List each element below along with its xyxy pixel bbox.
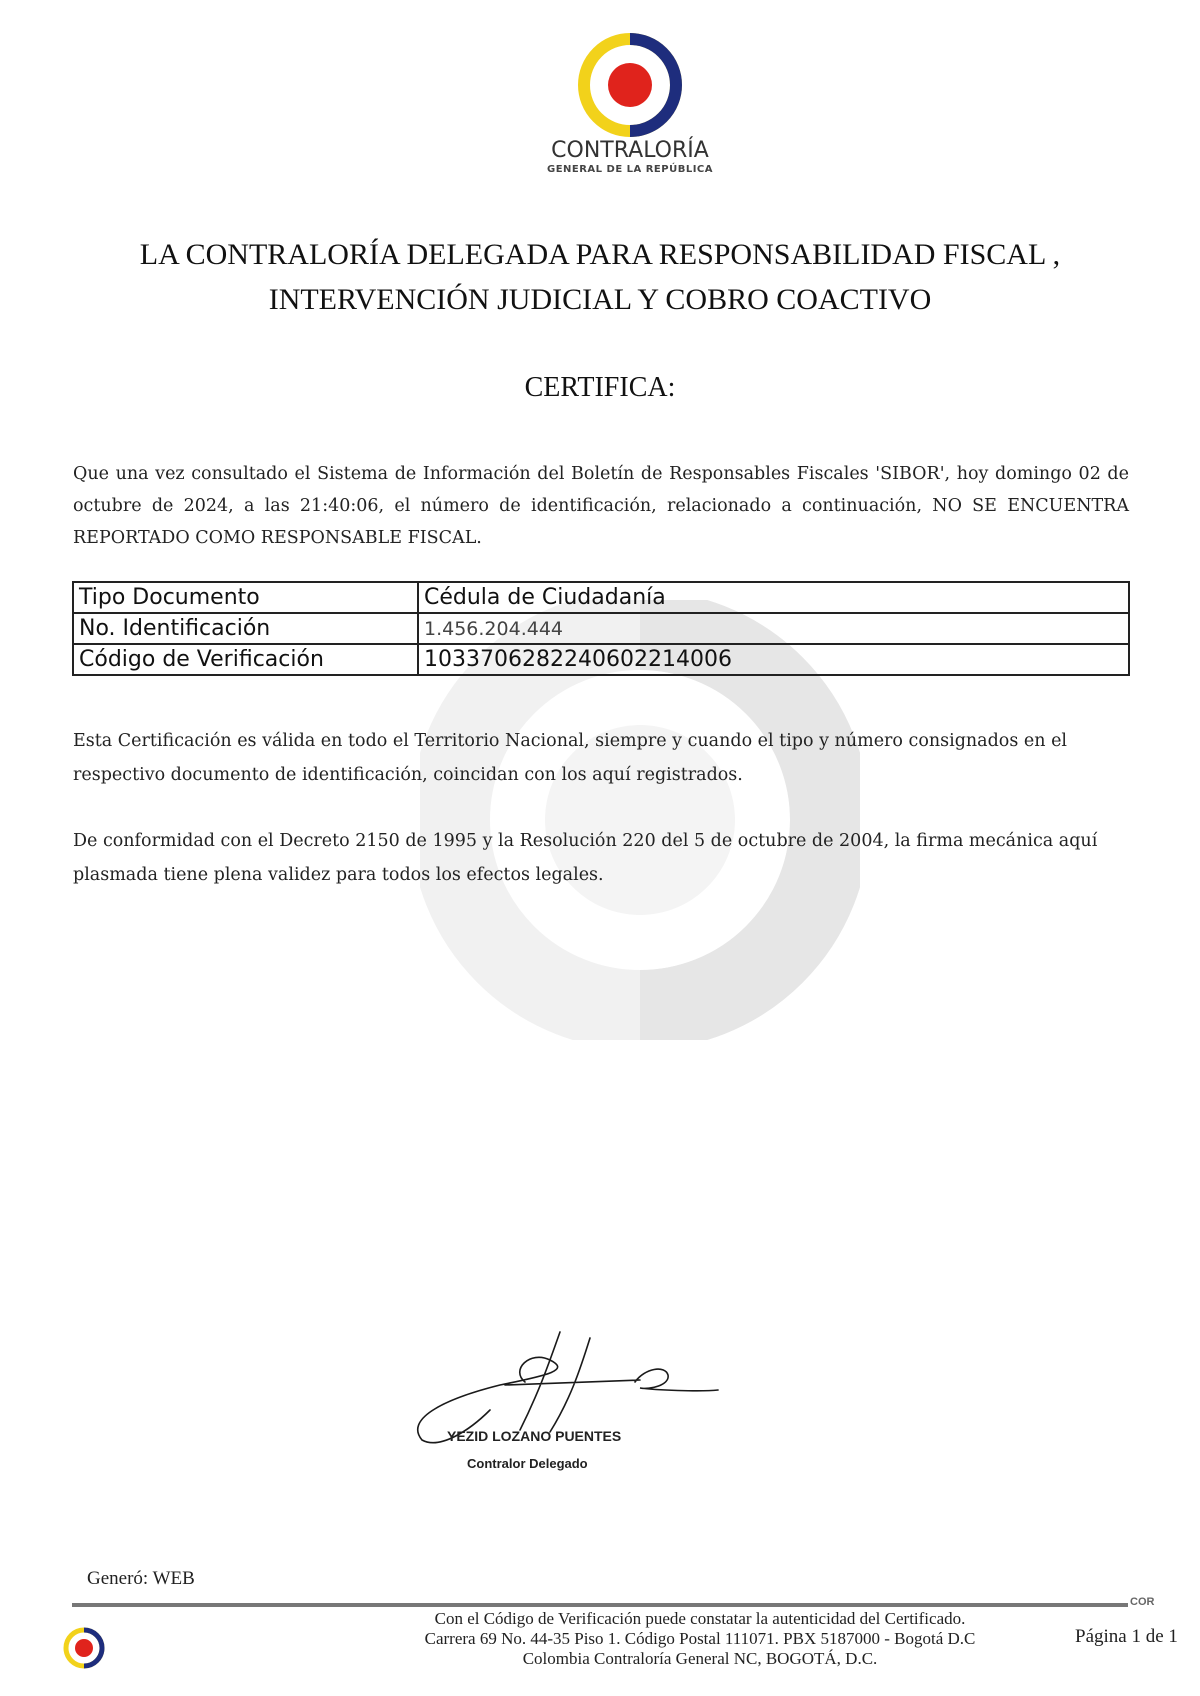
intro-paragraph: Que una vez consultado el Sistema de Información del Boletín de Responsables Fiscales 'SIBOR', hoy domingo 02 de octubre de 2024, a las 21:40:06, el número de identificación, relacionado a continuación, NO SE ENCUENTRA REPORTADO COMO RESPONSABLE FISCAL. [73, 464, 1129, 548]
signatory-role: Contralor Delegado [467, 1456, 588, 1471]
logo-name: CONTRALORÍA [551, 138, 709, 163]
table-row [73, 613, 1129, 644]
row-label-codigo-verificacion: Código de Verificación [73, 644, 418, 675]
footer-divider-label: COR [1130, 1596, 1155, 1608]
footer-line-3: Colombia Contraloría General NC, BOGOTÁ, D.C. [522, 1649, 878, 1668]
table-row [73, 582, 1129, 613]
certifica-heading: CERTIFICA: [524, 372, 676, 403]
validity-paragraph: Esta Certificación es válida en todo el Territorio Nacional, siempre y cuando el tipo y número consignados en el respectivo documento de identificación, coincidan con los aquí registrados. [73, 731, 1068, 785]
footer-logo-icon [62, 1626, 106, 1670]
contraloria-emblem-icon [577, 32, 683, 138]
row-value-codigo-verificacion: 1033706282240602214006 [418, 644, 1129, 675]
footer-line-1: Con el Código de Verificación puede constatar la autenticidad del Certificado. [434, 1609, 966, 1628]
footer-line-2: Carrera 69 No. 44-35 Piso 1. Código Postal 111071. PBX 5187000 - Bogotá D.C [424, 1629, 976, 1648]
row-value-tipo-documento: Cédula de Ciudadanía [418, 582, 1129, 613]
document-title [0, 232, 1200, 322]
footer-divider [72, 1603, 1132, 1607]
footer-text [300, 1609, 1100, 1669]
title-line-2: INTERVENCIÓN JUDICIAL Y COBRO COACTIVO [268, 283, 932, 316]
row-label-tipo-documento: Tipo Documento [73, 582, 418, 613]
row-value-identificacion: 1.456.204.444 [418, 613, 1129, 644]
legal-paragraph: De conformidad con el Decreto 2150 de 1995 y la Resolución 220 del 5 de octubre de 2004, la firma mecánica aquí plasmada tiene plena validez para todos los efectos legales. [73, 831, 1098, 885]
generated-by: Generó: WEB [87, 1568, 195, 1589]
row-label-identificacion: No. Identificación [73, 613, 418, 644]
signatory-name: YEZID LOZANO PUENTES [447, 1428, 622, 1444]
identification-table [72, 581, 1130, 676]
logo-subtitle: GENERAL DE LA REPÚBLICA [546, 164, 713, 175]
table-row [73, 644, 1129, 675]
page-number: Página 1 de 1 [1075, 1626, 1178, 1647]
title-line-1: LA CONTRALORÍA DELEGADA PARA RESPONSABILIDAD FISCAL , [139, 238, 1061, 271]
